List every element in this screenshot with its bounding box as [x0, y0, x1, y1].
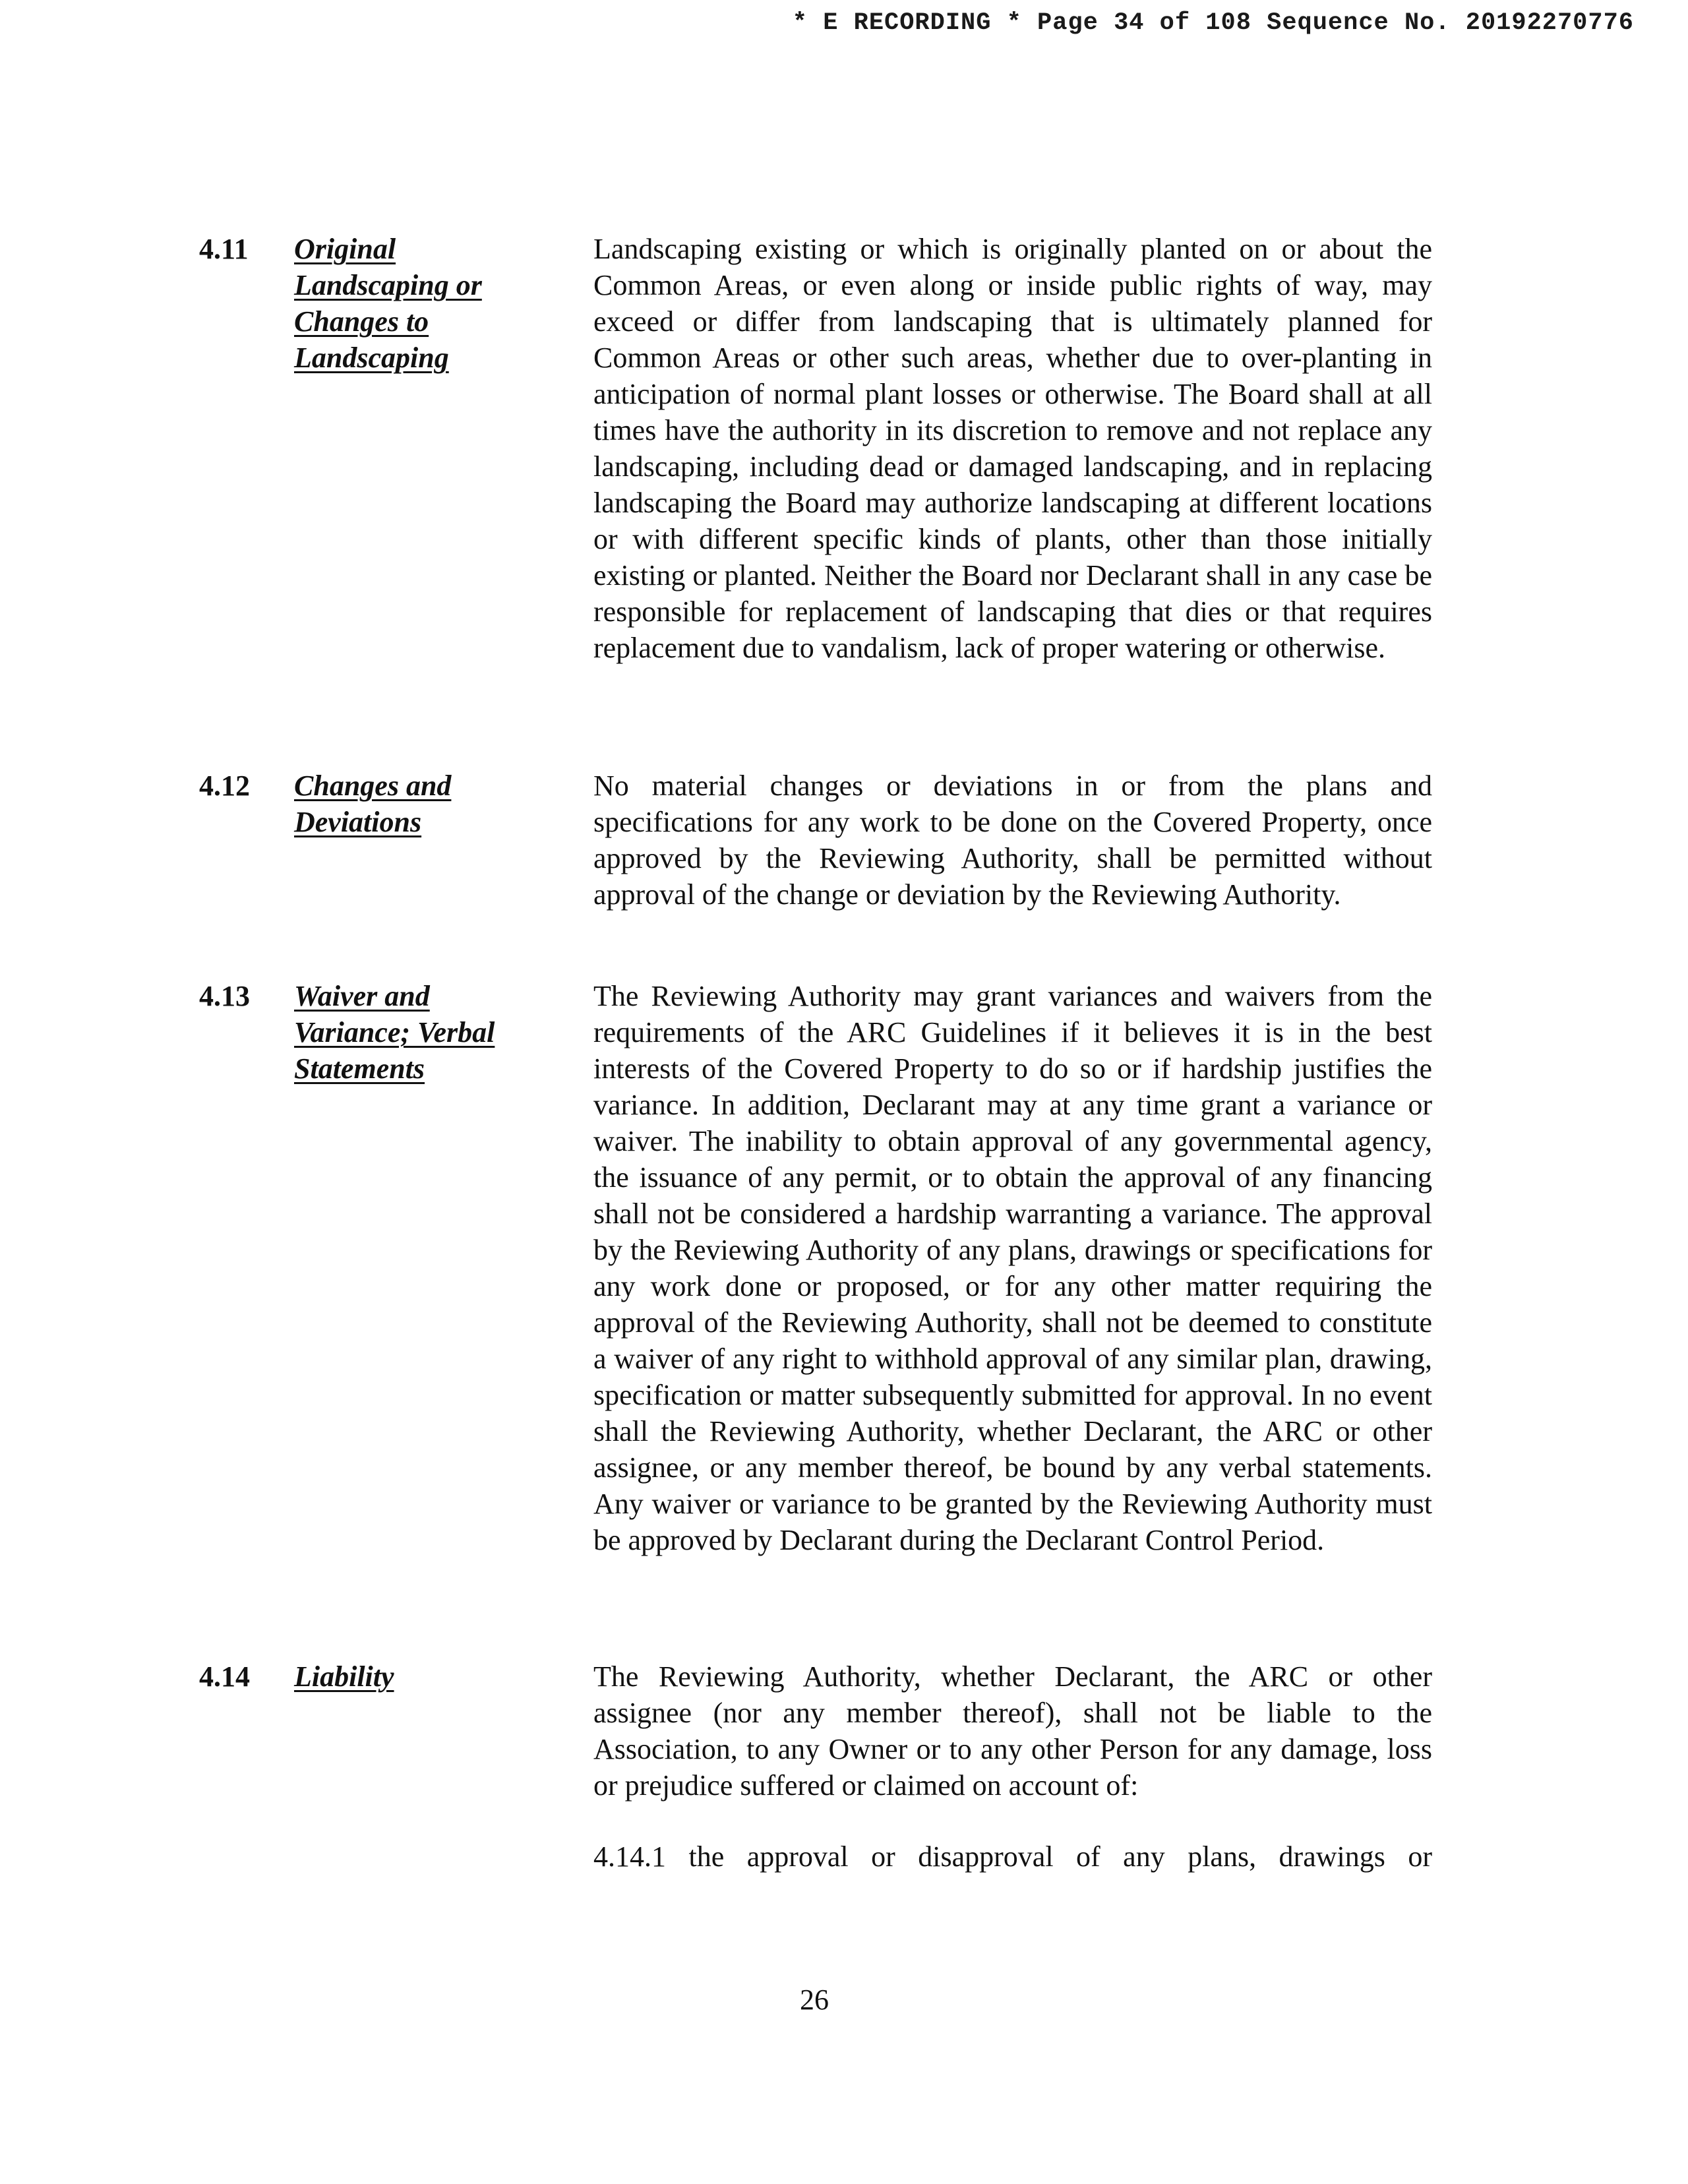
section-title: Waiver and Variance; Verbal Statements	[294, 980, 495, 1085]
section-number: 4.12	[199, 770, 250, 802]
section-body: The Reviewing Authority may grant variances and waivers from the requirements of the ARC Guidelines if it believes it is in the best interests of the Covered Property to do so or if hardship justifies the variance. In addition, Declarant may at any time grant a variance or waiver. The inability to obtain approval of any governmental agency, the issuance of any permit, or to obtain the approval of any financing shall not be considered a hardship warranting a variance. The approval by the Reviewing Authority of any plans, drawings or specifications for any work done or proposed, or for any other matter requiring the approval of the Reviewing Authority, shall not be deemed to constitute a waiver of any right to withhold approval of any similar plan, drawing, specification or matter subsequently submitted for approval. In no event shall the Reviewing Authority, whether Declarant, the ARC or other assignee, or any member thereof, be bound by any verbal statements. Any waiver or variance to be granted by the Reviewing Authority must be approved by Declarant during the Declarant Control Period.	[593, 980, 1432, 1556]
section-title: Changes and Deviations	[294, 770, 452, 838]
section-title: Liability	[294, 1660, 394, 1693]
section-body: The Reviewing Authority, whether Declarant, the ARC or other assignee (nor any member thereof), shall not be liable to the Association, to any Owner or to any other Person for any damage, loss or prejudice suffered or claimed on account of:	[593, 1660, 1432, 1802]
section-number: 4.13	[199, 980, 250, 1012]
section-body: No material changes or deviations in or from the plans and specifications for any work to be done on the Covered Property, once approved by the Reviewing Authority, shall be permitted without approval of the change or deviation by the Reviewing Authority.	[593, 770, 1432, 911]
recording-header: * E RECORDING * Page 34 of 108 Sequence No. 20192270776	[792, 9, 1634, 37]
subparagraph-4-14-1: 4.14.1 the approval or disapproval of any plans, drawings or	[593, 1840, 1432, 1873]
page-number: 26	[800, 1984, 829, 2016]
section-body: Landscaping existing or which is originally planted on or about the Common Areas, or even along or inside public rights of way, may exceed or differ from landscaping that is ultimately planned for Common Areas or other such areas, whether due to over-planting in anticipation of normal plant losses or otherwise. The Board shall at all times have the authority in its discretion to remove and not replace any landscaping, including dead or damaged landscaping, and in replacing landscaping the Board may authorize landscaping at different locations or with different specific kinds of plants, other than those initially existing or planted. Neither the Board nor Declarant shall in any case be responsible for replacement of landscaping that dies or that requires replacement due to vandalism, lack of proper watering or otherwise.	[593, 233, 1432, 664]
section-title: Original Landscaping or Changes to Landscaping	[294, 233, 482, 374]
section-number: 4.11	[199, 233, 249, 265]
section-number: 4.14	[199, 1660, 250, 1693]
